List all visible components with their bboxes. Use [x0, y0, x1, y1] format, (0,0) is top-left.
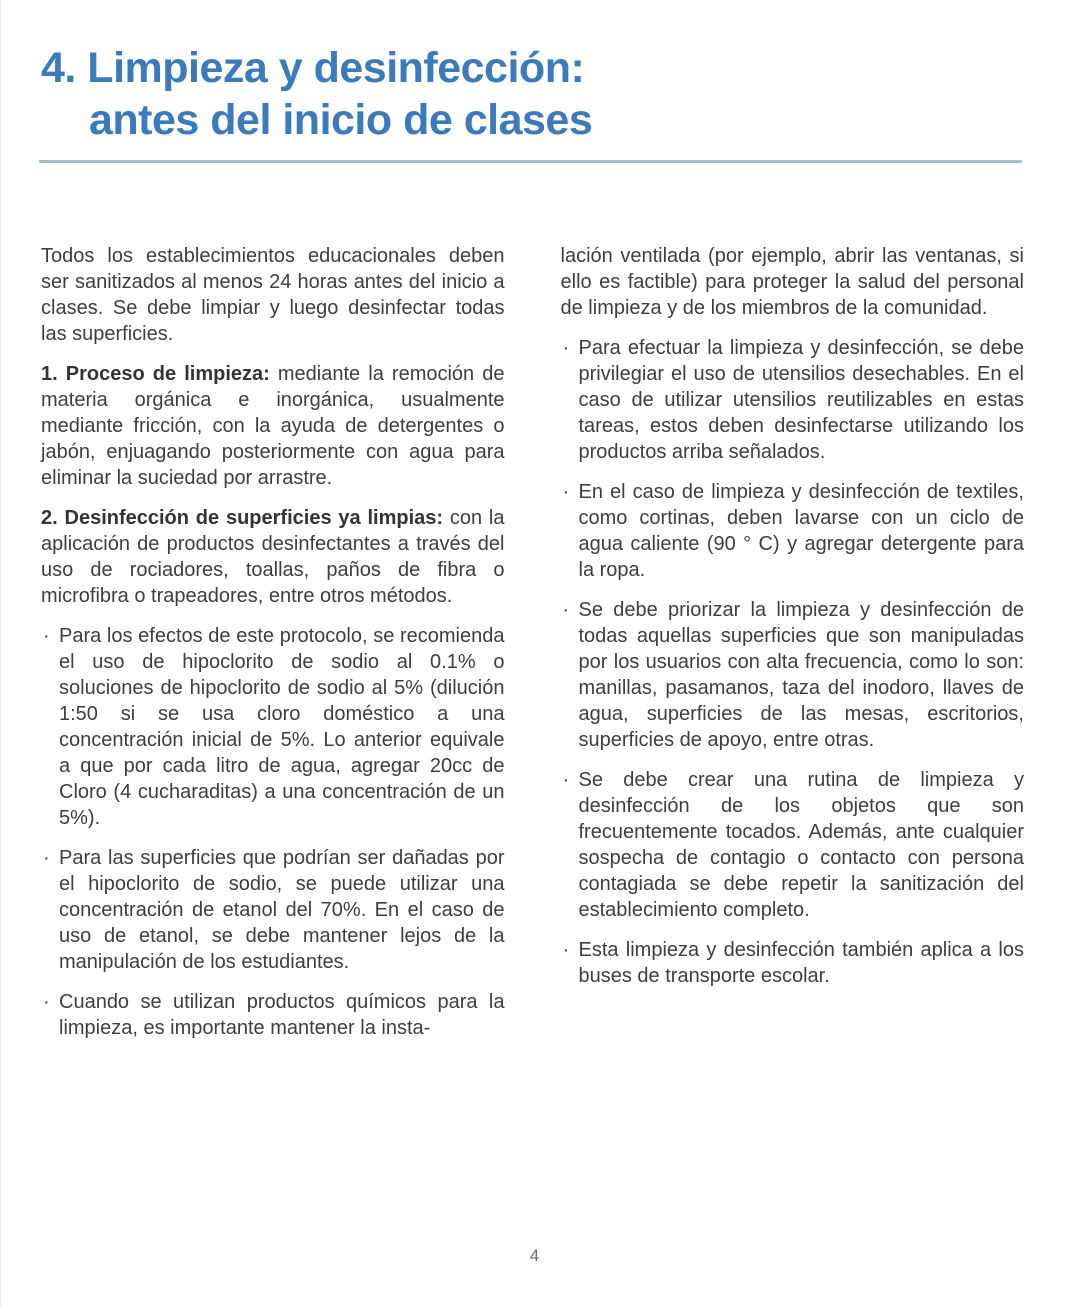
content-columns — [1, 163, 1068, 1055]
bullet-paragraph-right-2: · En el caso de limpieza y desinfección de textiles, como cortinas, deben lavarse con un ciclo de agua caliente (90 ° C) y agregar detergente para la ropa. — [562, 481, 1024, 581]
paragraph-lead: 2. Desinfección de superficies ya limpias: — [41, 507, 450, 529]
bullet-paragraph-right-4: · Se debe crear una rutina de limpieza y desinfección de los objetos que son frecuentemente tocados. Además, ante cualquier sospecha de contagio o contacto con persona contagiada se debe repetir la sanitización del establecimiento completo. — [562, 769, 1024, 921]
paragraph-lead: 1. Proceso de limpieza: — [41, 363, 278, 385]
title-line-2: antes del inicio de clases — [89, 96, 593, 144]
bullet-icon: · — [562, 599, 570, 621]
page-number: 4 — [529, 1246, 540, 1265]
bullet-icon: · — [43, 847, 50, 869]
paragraph-left-1: 1. Proceso de limpieza: mediante la remoción de materia orgánica e inorgánica, usualmente mediante fricción, con la ayuda de detergentes o jabón, enjuagando posteriormente con agua para eliminar la suciedad por arrastre. — [41, 363, 505, 489]
paragraph-left-0: Todos los establecimientos educacionales deben ser sanitizados al menos 24 horas antes del inicio a clases. Se debe limpiar y luego desinfectar todas las superficies. — [41, 245, 505, 345]
bullet-icon: · — [562, 769, 570, 791]
bullet-icon: · — [562, 939, 570, 961]
right-column — [561, 243, 1025, 1055]
bullet-paragraph-right-5: · Esta limpieza y desinfección también aplica a los buses de transporte escolar. — [562, 939, 1024, 987]
bullet-icon: · — [43, 625, 50, 647]
title-line-1: 4. Limpieza y desinfección: — [41, 44, 585, 92]
bullet-paragraph-right-3: · Se debe priorizar la limpieza y desinfección de todas aquellas superficies que son manipuladas por los usuarios con alta frecuencia, como lo son: manillas, pasamanos, taza del inodoro, llaves de agua, superficies de las mesas, escritorios, superficies de apoyo, entre otras. — [562, 599, 1024, 751]
bullet-icon: · — [562, 337, 570, 359]
page-title — [1, 42, 1068, 146]
bullet-paragraph-left-5: · Cuando se utilizan productos químicos para la limpieza, es importante mantener la insta- — [43, 991, 505, 1039]
bullet-paragraph-left-4: · Para las superficies que podrían ser dañadas por el hipoclorito de sodio, se puede utilizar una concentración de etanol del 70%. En el caso de uso de etanol, se debe mantener lejos de la manipulación de los estudiantes. — [43, 847, 505, 973]
bullet-paragraph-left-3: · Para los efectos de este protocolo, se recomienda el uso de hipoclorito de sodio al 0.1% o soluciones de hipoclorito de sodio al 5% (dilución 1:50 si se usa cloro doméstico a una concentración inicial de 5%. Lo anterior equivale a que por cada litro de agua, agregar 20cc de Cloro (4 cucharaditas) a una concentración de un 5%). — [43, 625, 505, 829]
bullet-icon: · — [43, 991, 50, 1013]
bullet-icon: · — [562, 481, 570, 503]
paragraph-right-0: lación ventilada (por ejemplo, abrir las ventanas, si ello es factible) para proteger la salud del personal de limpieza y de los miembros de la comunidad. — [560, 245, 1024, 319]
left-column — [41, 243, 505, 1055]
bullet-paragraph-right-1: · Para efectuar la limpieza y desinfección, se debe privilegiar el uso de utensilios desechables. En el caso de utilizar utensilios reutilizables en estas tareas, estos deben desinfectarse utilizando los productos arriba señalados. — [562, 337, 1024, 463]
paragraph-left-2: 2. Desinfección de superficies ya limpias: con la aplicación de productos desinfectantes a través del uso de rociadores, toallas, paños de fibra o microfibra o trapeadores, entre otros métodos. — [41, 507, 505, 607]
